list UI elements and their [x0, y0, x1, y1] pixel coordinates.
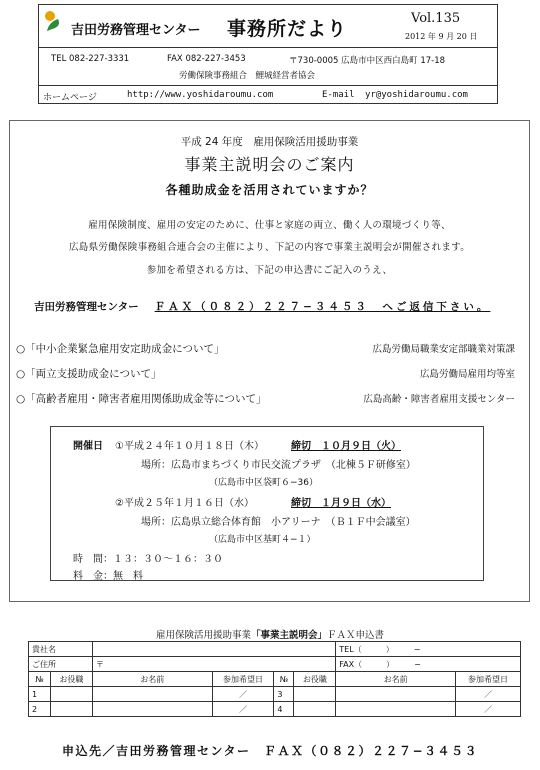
newsletter-title: 事務所だより: [227, 18, 348, 40]
header-title-row: [39, 5, 497, 48]
table-row: [29, 687, 521, 702]
intro-paragraph-3: 参加を希望される方は、下記の申込書にご記入のうえ、: [146, 265, 393, 276]
email-label: E-mail: [322, 90, 355, 100]
email-link[interactable]: yr@yoshidaroumu.com: [365, 90, 468, 100]
contact-row: [39, 49, 497, 65]
topic-organizer: 広島高齢・障害者雇用支援センター: [363, 394, 515, 405]
seminar-details-box: [50, 426, 484, 581]
wish-date-field[interactable]: ／: [456, 702, 521, 717]
session2-deadline: 締切 １月９日（水）: [291, 498, 391, 509]
wish-date-field[interactable]: ／: [456, 687, 521, 702]
company-field[interactable]: [92, 642, 335, 657]
fax-application-form: [28, 641, 521, 717]
col-role-header: お役職: [50, 672, 92, 687]
session1-deadline: 締切 １０月９日（火）: [291, 441, 401, 452]
office-address: 〒730-0005 広島市中区西白島町 17-18: [289, 56, 446, 66]
company-label: 貴社名: [29, 642, 93, 657]
reply-instruction: [34, 299, 490, 314]
col-no-header: №: [29, 672, 51, 687]
intro-paragraph-1: 雇用保険制度、雇用の安定のために、仕事と家庭の両立、働く人の環境づくり等、: [88, 220, 451, 231]
topic-name: 「両立支援助成金について」: [25, 368, 162, 380]
reply-center-name: 吉田労務管理センター: [34, 301, 139, 313]
row-number: 1: [29, 687, 51, 702]
session1-date: ①平成２４年１０月１８日（木）: [115, 441, 264, 452]
role-field[interactable]: [294, 687, 336, 702]
homepage-label: ホームページ: [43, 93, 97, 103]
intro-paragraph-2: 広島県労働保険事務組合連合会の主催により、下記の内容で事業主説明会が開催されます。: [68, 242, 471, 253]
sprout-logo-icon: [43, 10, 63, 32]
topic-item: [16, 341, 224, 356]
wish-date-field[interactable]: ／: [212, 702, 274, 717]
association-name: 労働保険事務組合 鯉城経営者協会: [179, 71, 316, 81]
circle-bullet-icon: ○: [16, 393, 26, 405]
topic-organizer: 広島労働局職業安定部職業対策課: [372, 344, 515, 355]
circle-bullet-icon: ○: [16, 368, 26, 380]
address-label: ご住所: [29, 657, 93, 672]
name-field[interactable]: [92, 702, 212, 717]
fax-number: FAX 082-227-3453: [167, 54, 246, 64]
form-caption-post: ＦＡＸ申込書: [327, 630, 385, 641]
web-row: [39, 85, 497, 106]
seminar-info-box: [9, 120, 530, 602]
homepage-link[interactable]: http://www.yoshidaroumu.com: [127, 90, 274, 100]
name-field[interactable]: [336, 687, 456, 702]
volume-number: Vol.135: [411, 11, 461, 26]
reply-fax-number: ＦＡＸ（０８２）２２７−３４５３ へご返信下さい。: [154, 301, 491, 313]
newsletter-header: [38, 4, 498, 104]
col-role-header: お役職: [294, 672, 336, 687]
topic-name: 「高齢者雇用・障害者雇用関係助成金等について」: [25, 393, 267, 405]
date-label: 開催日: [73, 441, 103, 452]
tel-field[interactable]: TEL（ ） −: [336, 642, 521, 657]
col-name-header: お名前: [92, 672, 212, 687]
info-subtitle: 平成 24 年度 雇用保険活用援助事業: [180, 136, 359, 148]
session2-date: ②平成２５年１月１６日（水）: [115, 498, 254, 509]
col-name-header: お名前: [336, 672, 456, 687]
application-destination: 申込先／吉田労務管理センター ＦＡＸ（０８２）２２７−３４５３: [61, 744, 479, 758]
form-caption: [0, 627, 540, 641]
name-field[interactable]: [92, 687, 212, 702]
form-caption-pre: 雇用保険活用援助事業: [155, 630, 251, 641]
row-number: 4: [274, 702, 294, 717]
info-question: 各種助成金を活用されていますか？: [165, 183, 374, 197]
time-info: 時 間：１３：３０〜１６：３０: [73, 554, 223, 565]
col-wish-header: 参加希望日: [212, 672, 274, 687]
col-no-header: №: [274, 672, 294, 687]
session2-address: （広島市中区基町４−１）: [209, 535, 316, 545]
address-field[interactable]: 〒: [92, 657, 335, 672]
role-field[interactable]: [294, 702, 336, 717]
role-field[interactable]: [50, 702, 92, 717]
info-title: 事業主説明会のご案内: [184, 155, 355, 174]
role-field[interactable]: [50, 687, 92, 702]
table-row: [29, 702, 521, 717]
association-row: [39, 67, 497, 83]
session1-place: 場所：広島市まちづくり市民交流プラザ （北棟５Ｆ研修室）: [141, 460, 416, 471]
issue-date: 2012 年 9 月 20 日: [405, 32, 478, 41]
tel-number: TEL 082-227-3331: [51, 54, 130, 64]
session2-place: 場所：広島県立総合体育館 小アリーナ （Ｂ１Ｆ中会議室）: [141, 517, 416, 528]
fee-info: 料 金：無 料: [73, 571, 143, 582]
name-field[interactable]: [336, 702, 456, 717]
topic-item: [16, 366, 161, 381]
col-wish-header: 参加希望日: [456, 672, 521, 687]
circle-bullet-icon: ○: [16, 343, 26, 355]
wish-date-field[interactable]: ／: [212, 687, 274, 702]
topic-organizer: 広島労働局雇用均等室: [419, 369, 515, 380]
topic-item: [16, 391, 266, 406]
session1-address: （広島市中区袋町６−36）: [209, 478, 318, 488]
office-name: 吉田労務管理センター: [71, 23, 201, 38]
row-number: 3: [274, 687, 294, 702]
form-caption-bold: 「事業主説明会」: [250, 630, 327, 641]
fax-field[interactable]: FAX（ ） −: [336, 657, 521, 672]
topic-name: 「中小企業緊急雇用安定助成金について」: [25, 343, 225, 355]
row-number: 2: [29, 702, 51, 717]
